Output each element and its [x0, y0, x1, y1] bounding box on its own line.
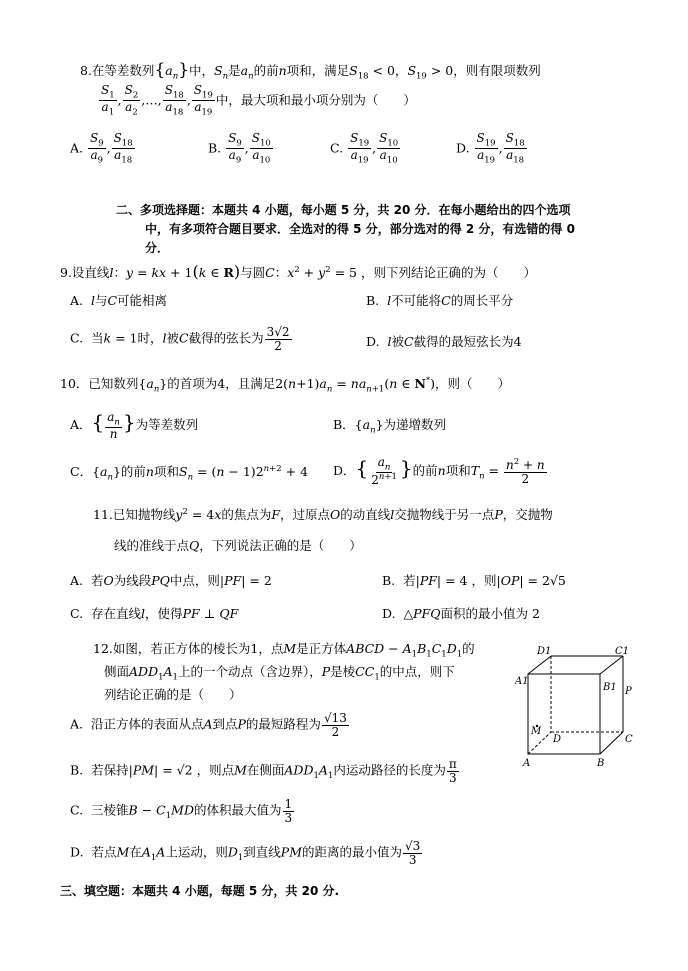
- q11-stem-line2: 线的准线于点Q，下列说法正确的是（ ）: [114, 538, 362, 553]
- q12-option-d: D. 若点M在$A_1A$上运动，则$D_1$到直线PM的距离的最小值为 $\frac{√3}{3}$: [70, 839, 421, 867]
- q11-option-a: A. 若O为线段PQ中点，则|PF| = 2: [70, 573, 272, 588]
- label-m: M: [531, 726, 542, 737]
- q12-stem-line2: 侧面$ADD_1A_1$上的一个动点（含边界），P是棱$CC_1$的中点，则下: [104, 664, 455, 683]
- cube-edge-b1c1: [600, 656, 623, 674]
- cube-figure: [515, 644, 635, 769]
- label-b1: B1: [603, 682, 617, 693]
- cube-edge-bc: [600, 732, 623, 754]
- q9-option-b: B. l不可能将C的周长平分: [366, 293, 514, 308]
- label-a: A: [523, 758, 531, 769]
- q8-option-b: B. $\frac{S_9}{a_9}$ , $\frac{S_{10}}{a_{10}}$: [208, 131, 271, 166]
- cube-front-face: [528, 674, 600, 754]
- q9-stem: 9.设直线l：y = kx + 1(k ∈ R)与圆C：$x^2 + y^2 = 5$ ，则下列结论正确的为（ ）: [60, 262, 536, 281]
- section3-header: 三、填空题：本题共 4 小题，每题 5 分，共 20 分.: [60, 884, 340, 898]
- section2-line2: 中，有多项符合题目要求．全选对的得 5 分，部分选对的得 2 分，有选错的得 0: [145, 222, 575, 236]
- q11-option-b: B. 若|PF| = 4 ，则|OP| = 2√5: [382, 573, 566, 588]
- section2-line1: 二、多项选择题：本题共 4 小题，每小题 5 分，共 20 分．在每小题给出的四个选项: [116, 203, 571, 217]
- q12-stem-line3: 列结论正确的是（ ）: [104, 687, 242, 702]
- q9-option-a: A. l与C可能相离: [70, 293, 168, 308]
- q10-option-b: B．$\{a_n\}$为递增数列: [333, 417, 447, 436]
- q10-option-c: C．$\{a_n\}$的前n项和$S_n = (n - 1)2^{n+2} + 4$: [70, 464, 309, 483]
- q11-stem-line1: 11.已知抛物线$y^2 = 4x$的焦点为F，过原点O的动直线l交抛物线于另一点P，交抛物: [93, 507, 553, 523]
- q12-stem-line1: 12.如图，若正方体的棱长为1，点M是正方体ABCD − $A_1B_1C_1D_1$的: [93, 641, 475, 660]
- q8-option-c: C. $\frac{S_{19}}{a_{19}}$ , $\frac{S_{10}}{a_{10}}$: [330, 131, 399, 166]
- q8-option-a: A. $\frac{S_9}{a_9}$ , $\frac{S_{18}}{a_{18}}$: [70, 131, 133, 166]
- label-d: D: [553, 734, 562, 745]
- label-c: C: [625, 734, 633, 745]
- q8-stem-line2: $\frac{S_1}{a_1}$ , $\frac{S_2}{a_2}$ ,…, $\frac{S_{18}}{a_{18}}$ , $\frac{S_{19}}{a_{19}}$ 中，最大项和最小项分别为（ ）: [101, 83, 416, 118]
- q11-option-d: D. △PFQ面积的最小值为 2: [382, 606, 540, 621]
- q12-option-c: C. 三棱锥$B - C_1MD$的体积最大值为 $\frac{1}{3}$: [70, 797, 293, 825]
- label-c1: C1: [615, 646, 630, 657]
- q10-option-a: A．{ $\frac{a_n}{n}$ }为等差数列: [70, 409, 199, 441]
- q12-option-a: A. 沿正方体的表面从点A到点P的最短路程为 $\frac{√13}{2}$: [70, 711, 347, 739]
- cube-edge-a1d1: [528, 656, 551, 674]
- label-a1: A1: [515, 676, 529, 687]
- q11-option-c: C. 存在直线l，使得PF ⊥ QF: [70, 606, 239, 621]
- q9-option-c: C. 当k = 1时，l被C截得的弦长为 $\frac{3√2}{2}$: [70, 325, 290, 353]
- q9-option-d: D. l被C截得的最短弦长为4: [366, 334, 522, 349]
- section2-line3: 分．: [145, 241, 170, 255]
- label-p: P: [625, 686, 632, 697]
- q8-option-d: D. $\frac{S_{19}}{a_{19}}$ , $\frac{S_{18}}{a_{18}}$: [456, 131, 525, 166]
- q10-stem: 10．已知数列$\{a_n\}$的首项为4，且满足$2(n+1)a_n = na_{n+1}(n$ ∈ N*)，则（ ）: [60, 376, 511, 395]
- q8-stem-line1: 8.在等差数列$\{a_n\}$中，$S_n$是$a_n$的前n项和，满足$S_{18} < 0$，$S_{19} > 0$，则有限项数列: [80, 60, 541, 82]
- label-b: B: [597, 758, 605, 769]
- label-d1: D1: [537, 646, 552, 657]
- q12-option-b: B. 若保持|PM| = √2 ，则点M在侧面$ADD_1A_1$内运动路径的长度为 $\frac{\pi}{3}$: [70, 757, 457, 785]
- q10-option-d: D．{ $\frac{a_n}{2^{n+1}}$ }的前n项和$T_n$ = $\frac{n^2 + n}{2}$: [333, 455, 545, 488]
